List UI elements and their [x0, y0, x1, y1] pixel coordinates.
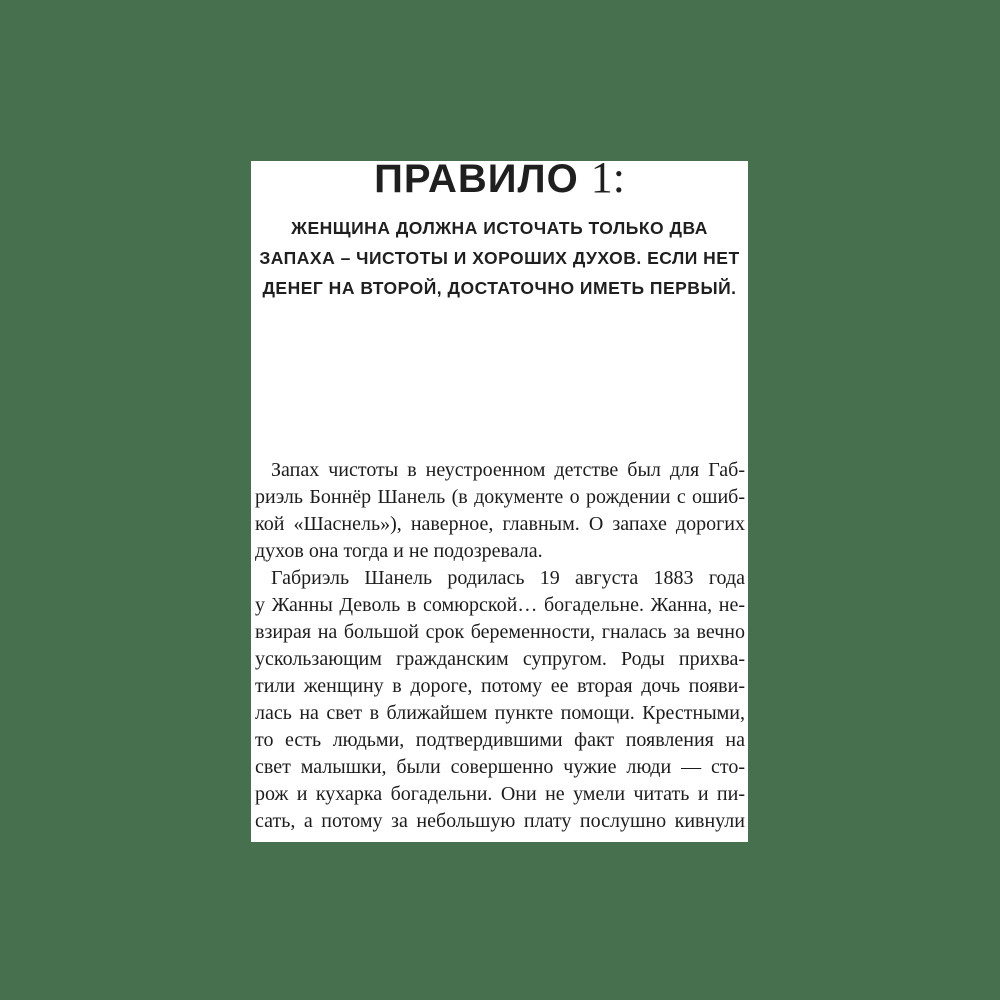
- text-line: у Жанны Деволь в сомюрской… богадельне. Жанна, не-: [255, 594, 745, 616]
- epigraph-line: ЖЕНЩИНА ДОЛЖНА ИСТОЧАТЬ ТОЛЬКО ДВА: [291, 218, 708, 238]
- epigraph-line: ДЕНЕГ НА ВТОРОЙ, ДОСТАТОЧНО ИМЕТЬ ПЕРВЫЙ.: [262, 278, 737, 298]
- book-page: [251, 153, 748, 842]
- body-text: [255, 457, 745, 835]
- text-line: свет малышки, были совершенно чужие люди — сто-: [255, 756, 745, 778]
- text-line: кой «Шаснель»), наверное, главным. О запахе дорогих: [255, 513, 745, 535]
- chapter-title-number: 1:: [590, 153, 625, 202]
- text-line: то есть людьми, подтвердившими факт появления на: [255, 729, 745, 751]
- paragraph-2: [255, 565, 745, 835]
- text-line: лась на свет в ближайшем пункте помощи. Крестными,: [255, 702, 745, 724]
- chapter-title-word: ПРАВИЛО: [374, 157, 579, 201]
- chapter-title: [251, 153, 748, 202]
- chapter-epigraph: [251, 213, 748, 303]
- text-line: рож и кухарка богадельни. Они не умели читать и пи-: [255, 783, 745, 805]
- text-line: Запах чистоты в неустроенном детстве был для Габ-: [271, 459, 745, 481]
- text-line: Габриэль Шанель родилась 19 августа 1883 года: [271, 567, 745, 589]
- text-line: ускользающим гражданским супругом. Роды прихва-: [255, 648, 745, 670]
- paragraph-1: [255, 457, 745, 565]
- text-line: сать, а потому за небольшую плату послушно кивнули: [255, 810, 745, 832]
- text-line: взирая на большой срок беременности, гналась за вечно: [255, 621, 745, 643]
- text-line: духов она тогда и не подозревала.: [255, 540, 543, 562]
- text-line: тили женщину в дороге, потому ее вторая дочь появи-: [255, 675, 745, 697]
- epigraph-line: ЗАПАХА – ЧИСТОТЫ И ХОРОШИХ ДУХОВ. ЕСЛИ НЕТ: [259, 248, 740, 268]
- text-line: риэль Боннёр Шанель (в документе о рождении с ошиб-: [255, 486, 745, 508]
